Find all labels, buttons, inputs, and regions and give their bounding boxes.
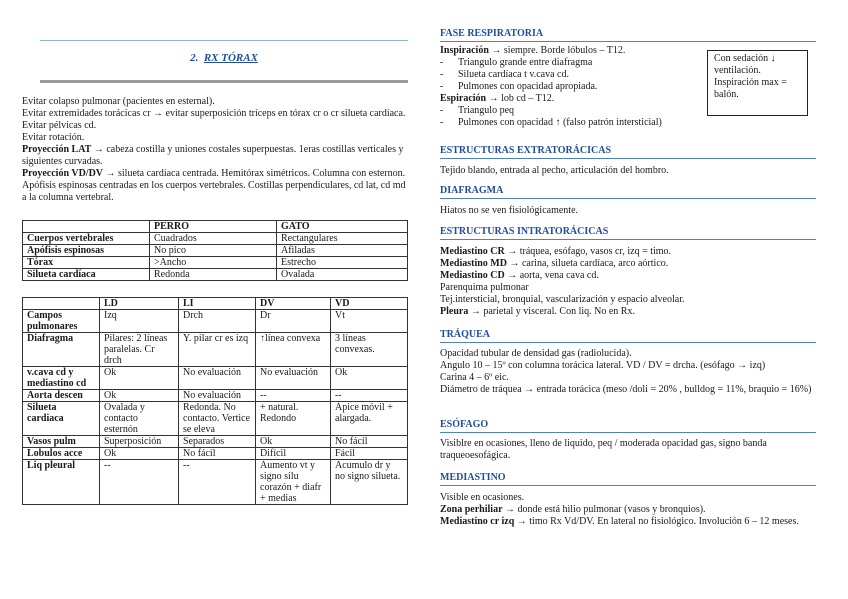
traquea-line: Opacidad tubular de densidad gas (radiolucida). <box>440 348 632 359</box>
list-item: - Triangulo grande entre diafragma <box>440 57 702 69</box>
intra-line: Tej.intersticial, bronquial, vascularización y espacio alveolar. <box>440 294 685 305</box>
mediastino-section <box>440 472 816 528</box>
section-heading: MEDIASTINO <box>440 472 816 486</box>
title-rule-top <box>40 40 408 41</box>
table-row: Silueta cardiaca Ovalada y contacto esternón Redonda. No contacto. Vertice se eleva + natural. Redondo Ápice móvil + alargada. <box>23 402 408 436</box>
extratoracicas-section <box>440 145 816 177</box>
projection-table <box>22 297 408 505</box>
table-header-row: PERRO GATO <box>23 221 408 233</box>
list-item: - Pulmones con opacidad apropiada. <box>440 81 702 93</box>
sedation-note-box: Con sedación ↓ ventilación. Inspiración max = balón. <box>707 50 808 116</box>
section-heading: ESÓFAGO <box>440 419 816 433</box>
traquea-line: Carina 4 – 6º eic. <box>440 372 509 383</box>
intro-line: Evitar pélvicas cd. <box>22 120 97 131</box>
table-row: Campos pulmonares Izq Drch Dr Vt <box>23 310 408 333</box>
section-heading: FASE RESPIRATORIA <box>440 28 816 42</box>
table-row: Apófisis espinosas No pico Afiladas <box>23 245 408 257</box>
section-title-text: RX TÓRAX <box>203 52 258 64</box>
mediastino-line: Zona perhiliar → donde está hilio pulmonar (vasos y bronquios). <box>440 504 706 515</box>
traquea-line: Diámetro de tráquea → entrada torácica (meso /doli = 20% , bulldog = 11%, braquio = 16%) <box>440 384 812 395</box>
intra-line: Parenquima pulmonar <box>440 282 529 293</box>
intra-line: Pleura → parietal y visceral. Con liq. No en Rx. <box>440 306 635 317</box>
intra-line: Mediastino CR → tráquea, esófago, vasos cr, izq = timo. <box>440 246 672 257</box>
intro-line: Proyección VD/DV → silueta cardíaca centrada. Hemitórax simétricos. Columna con esternon. Apófisis espinosas centradas en los cuerpos vertebrales. Costillas perpendiculares, cd lat, cd md a la columna vertebral. <box>22 168 406 203</box>
section-text: Tejido blando, entrada al pecho, articulación del hombro. <box>440 165 669 176</box>
inspiracion-line: Inspiración → siempre. Borde lóbulos – T12. <box>440 45 626 56</box>
table-row: Tórax >Ancho Estrecho <box>23 257 408 269</box>
table-row: Vasos pulm Superposición Separados Ok No fácil <box>23 436 408 448</box>
mediastino-line: Mediastino cr izq → timo Rx Vd/DV. En lateral no fisiológico. Involución 6 – 12 meses. <box>440 516 799 527</box>
section-number: 2. <box>190 52 199 64</box>
title-rule-bottom <box>40 80 408 83</box>
table-row: Aorta descen Ok No evaluación -- -- <box>23 390 408 402</box>
esofago-section <box>440 419 816 462</box>
mediastino-line: Visible en ocasiones. <box>440 492 525 503</box>
intro-line: Proyección LAT → cabeza costilla y uniones costales superpuestas. 1eras costillas verticales y siguientes curvadas. <box>22 144 404 167</box>
intratoracicas-section <box>440 226 816 318</box>
intro-line: Evitar extremidades torácicas cr → evitar superposición tríceps en tórax cr o cr silueta cardíaca. <box>22 108 406 119</box>
traquea-line: Angulo 10 – 15º con columna torácica lateral. VD / DV = drcha. (esófago → izq) <box>440 360 766 371</box>
espiracion-line: Espiración → lob cd – T12. <box>440 93 555 104</box>
list-item: - Silueta cardíaca t v.cava cd. <box>440 69 702 81</box>
intro-line: Evitar rotación. <box>22 132 85 143</box>
table-row: Silueta cardíaca Redonda Ovalada <box>23 269 408 281</box>
table-row: Diafragma Pilares: 2 líneas paralelas. Cr drch Y. pilar cr es izq ↑línea convexa 3 líneas convexas. <box>23 333 408 367</box>
section-text: Visiblre en ocasiones, lleno de liquido, peq / moderada opacidad gas, signo banda traqueoesofágica. <box>440 438 767 461</box>
table-row: v.cava cd y mediastino cd Ok No evaluación No evaluación Ok <box>23 367 408 390</box>
table-row: Lobulos acce Ok No fácil Difícil Fácil <box>23 448 408 460</box>
section-heading: ESTRUCTURAS INTRATORÁCICAS <box>440 226 816 240</box>
list-item: - Triangulo peq <box>440 105 702 117</box>
table-row: Liq pleural -- -- Aumento vt y signo silu corazón + diafr + medias Acumulo dr y no signo silueta. <box>23 460 408 505</box>
diafragma-section <box>440 185 816 217</box>
section-heading: DIAFRAGMA <box>440 185 816 199</box>
perro-gato-table <box>22 220 408 281</box>
traquea-section <box>440 329 816 396</box>
section-heading: ESTRUCTURAS EXTRATORÁCICAS <box>440 145 816 159</box>
intra-line: Mediastino CD → aorta, vena cava cd. <box>440 270 599 281</box>
table-row: Cuerpos vertebrales Cuadrados Rectangulares <box>23 233 408 245</box>
intra-line: Mediastino MD → carina, silueta cardíaca, arco aórtico. <box>440 258 669 269</box>
intro-line: Evitar colapso pulmonar (pacientes en esternal). <box>22 96 215 107</box>
table-header-row: LD LI DV VD <box>23 298 408 310</box>
intro-lines <box>22 96 410 204</box>
section-text: Hiatos no se ven fisiológicamente. <box>440 205 579 216</box>
section-heading: TRÁQUEA <box>440 329 816 343</box>
section-title <box>40 52 408 64</box>
list-item: - Pulmones con opacidad ↑ (falso patrón intersticial) <box>440 117 758 129</box>
